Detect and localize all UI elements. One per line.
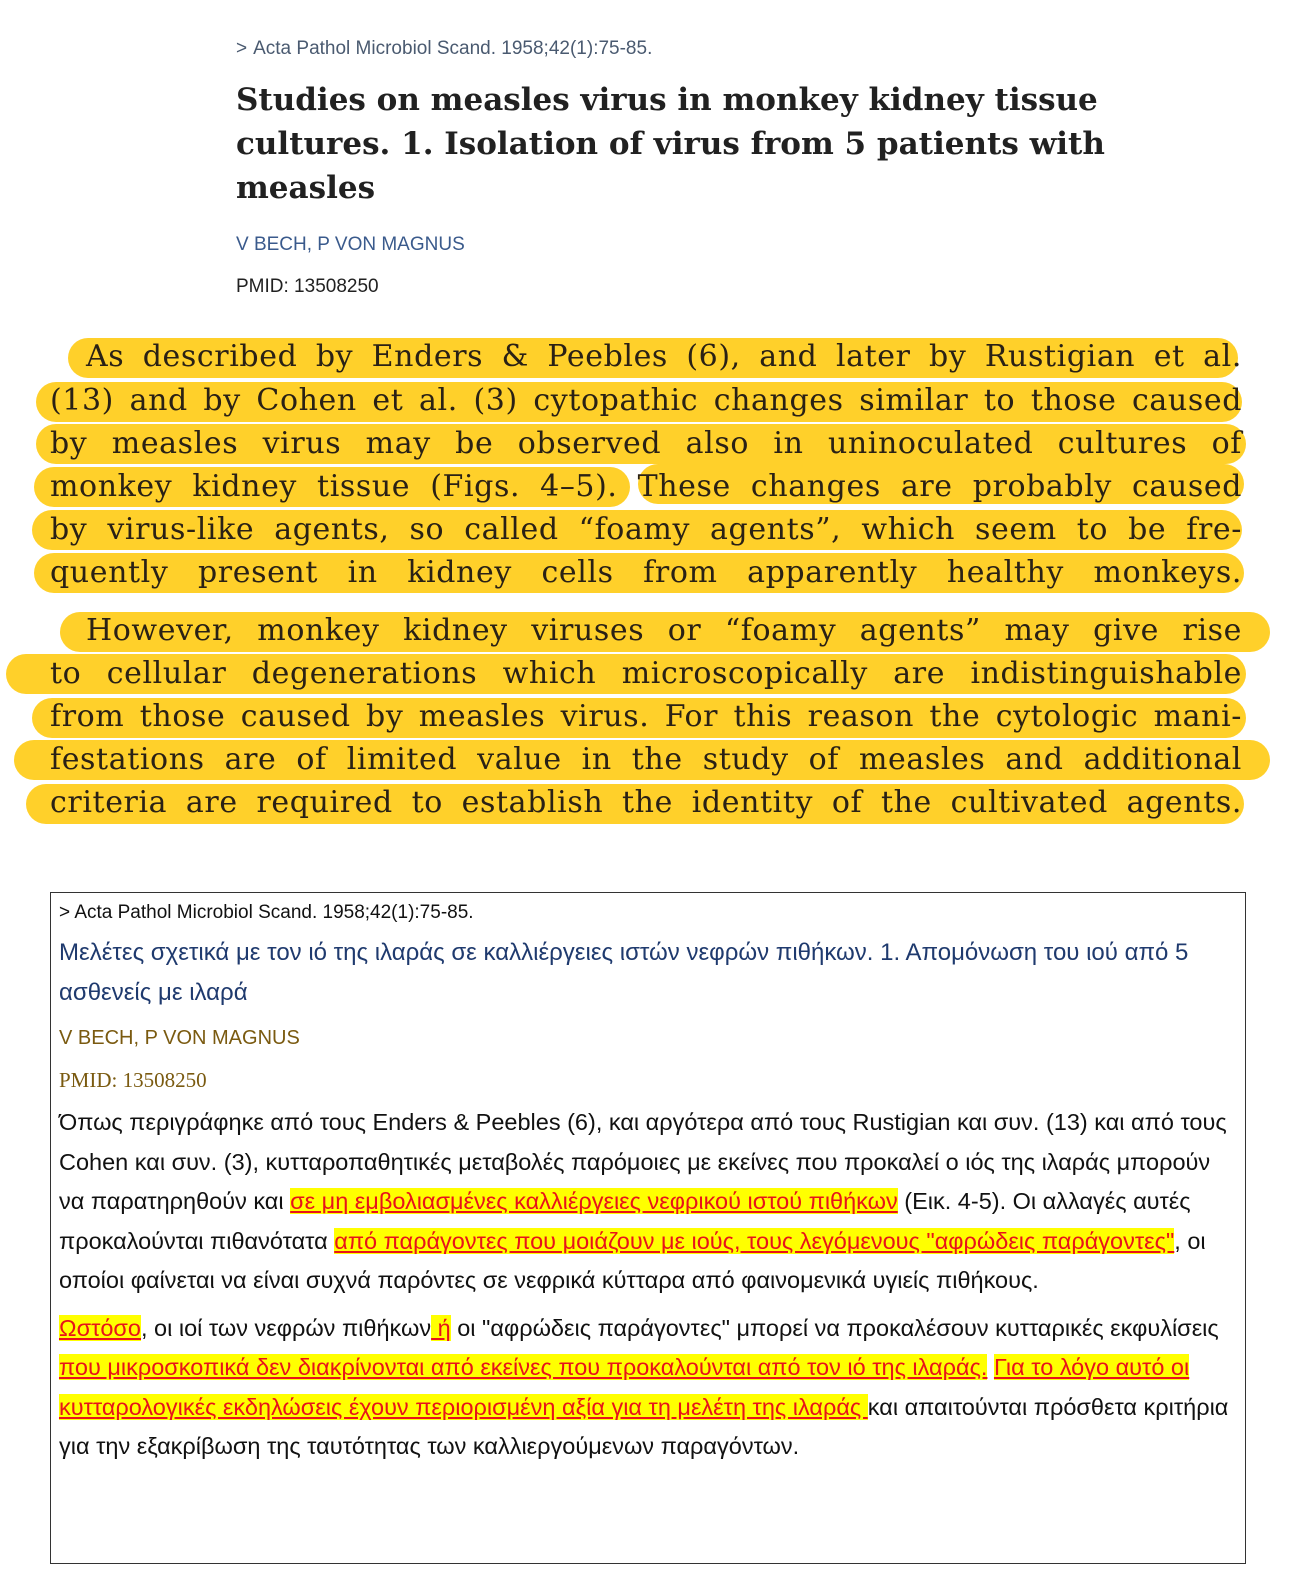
excerpt-line: from those caused by measles virus. For this reason the cytologic mani- — [50, 699, 1242, 734]
translation-authors: V BECH, P VON MAGNUS — [59, 1027, 300, 1049]
excerpt-line: However, monkey kidney viruses or “foamy agents” may give rise — [86, 613, 1242, 648]
journal-citation-text[interactable]: Acta Pathol Microbiol Scand. 1958;42(1):75-85. — [253, 38, 653, 59]
excerpt-line: monkey kidney tissue (Figs. 4–5). These changes are probably caused — [50, 469, 1242, 504]
excerpt-line: As described by Enders & Peebles (6), and later by Rustigian et al. — [86, 339, 1242, 374]
translation-pmid: PMID: 13508250 — [59, 1068, 207, 1092]
translation-journal: > Acta Pathol Microbiol Scand. 1958;42(1):75-85. — [59, 902, 474, 923]
translation-paragraph-2 — [59, 1309, 1237, 1467]
paragraph-text: οι "αφρώδεις παράγοντες" μπορεί να προκαλέσουν κυτταρικές εκφυλίσεις — [450, 1314, 1219, 1341]
paragraph-text — [987, 1354, 994, 1380]
paragraph-text: και απαιτούνται πρόσθετα κριτήρια για την εξακρίβωση της ταυτότητας των καλλιεργούμενων παραγόντων. — [59, 1393, 1229, 1459]
pmid-label: PMID: 13508250 — [236, 276, 379, 297]
author-list[interactable]: V BECH, P VON MAGNUS — [236, 234, 465, 255]
article-title: Studies on measles virus in monkey kidney tissue cultures. 1. Isolation of virus from 5 patients with measles — [236, 82, 1105, 206]
paragraph-text: Όπως περιγράφηκε από τους Enders & Peebles (6), και αργότερα από τους Rustigian και συν. (13) και από τους Cohen και συν. (3), κυτταροπαθητικές μεταβολές παρόμοιες με εκείνες που προκαλεί ο ιός της ιλαράς μπορούν να παρατηρηθούν και — [59, 1109, 1227, 1214]
excerpt-line: (13) and by Cohen et al. (3) cytopathic changes similar to those caused — [50, 383, 1242, 418]
pubmed-header — [236, 38, 1196, 298]
journal-citation[interactable] — [236, 38, 1196, 60]
highlighted-excerpt — [10, 330, 1280, 830]
translation-title: Μελέτες σχετικά με τον ιό της ιλαράς σε καλλιέργειες ιστών νεφρών πιθήκων. 1. Απομόνωση του ιού από 5 ασθενείς με ιλαρά — [59, 939, 1189, 1006]
excerpt-line: by virus-like agents, so called “foamy agents”, which seem to be fre- — [50, 512, 1242, 547]
highlighted-phrase: Για το λόγο αυτό οι κυτταρολογικές εκδηλώσεις έχουν περιορισμένη αξία για τη μελέτη της ιλαράς — [59, 1354, 1190, 1420]
excerpt-line: festations are of limited value in the study of measles and additional — [50, 742, 1242, 777]
paragraph-text: (Εικ. 4-5). Οι αλλαγές αυτές προκαλούνται πιθανότατα — [59, 1188, 1191, 1254]
excerpt-line: to cellular degenerations which microscopically are indistinguishable — [50, 656, 1242, 691]
highlighted-phrase: από παράγοντες που μοιάζουν με ιούς, τους λεγόμενους "αφρώδεις παράγοντες" — [334, 1227, 1175, 1254]
highlighted-phrase: Ωστόσο — [59, 1314, 141, 1341]
chevron-right-icon: > — [236, 38, 248, 59]
excerpt-line: by measles virus may be observed also in uninoculated cultures of — [50, 426, 1242, 461]
paragraph-text: , οι οποίοι φαίνεται να είναι συχνά παρόντες σε νεφρικά κύτταρα από φαινομενικά υγιείς πιθήκους. — [59, 1227, 1206, 1293]
translation-paragraph-1 — [59, 1103, 1237, 1301]
highlighted-phrase: που μικροσκοπικά δεν διακρίνονται από εκείνες που προκαλούνται από τον ιό της ιλαράς. — [59, 1354, 988, 1380]
highlighted-phrase: σε μη εμβολιασμένες καλλιέργειες νεφρικού ιστού πιθήκων — [290, 1188, 898, 1214]
excerpt-line: criteria are required to establish the identity of the cultivated agents. — [50, 785, 1242, 820]
paragraph-text: , οι ιοί των νεφρών πιθήκων — [141, 1314, 432, 1341]
highlighted-phrase: ή — [431, 1314, 451, 1341]
excerpt-line: quently present in kidney cells from apparently healthy monkeys. — [50, 555, 1242, 590]
translation-box — [50, 892, 1246, 1564]
